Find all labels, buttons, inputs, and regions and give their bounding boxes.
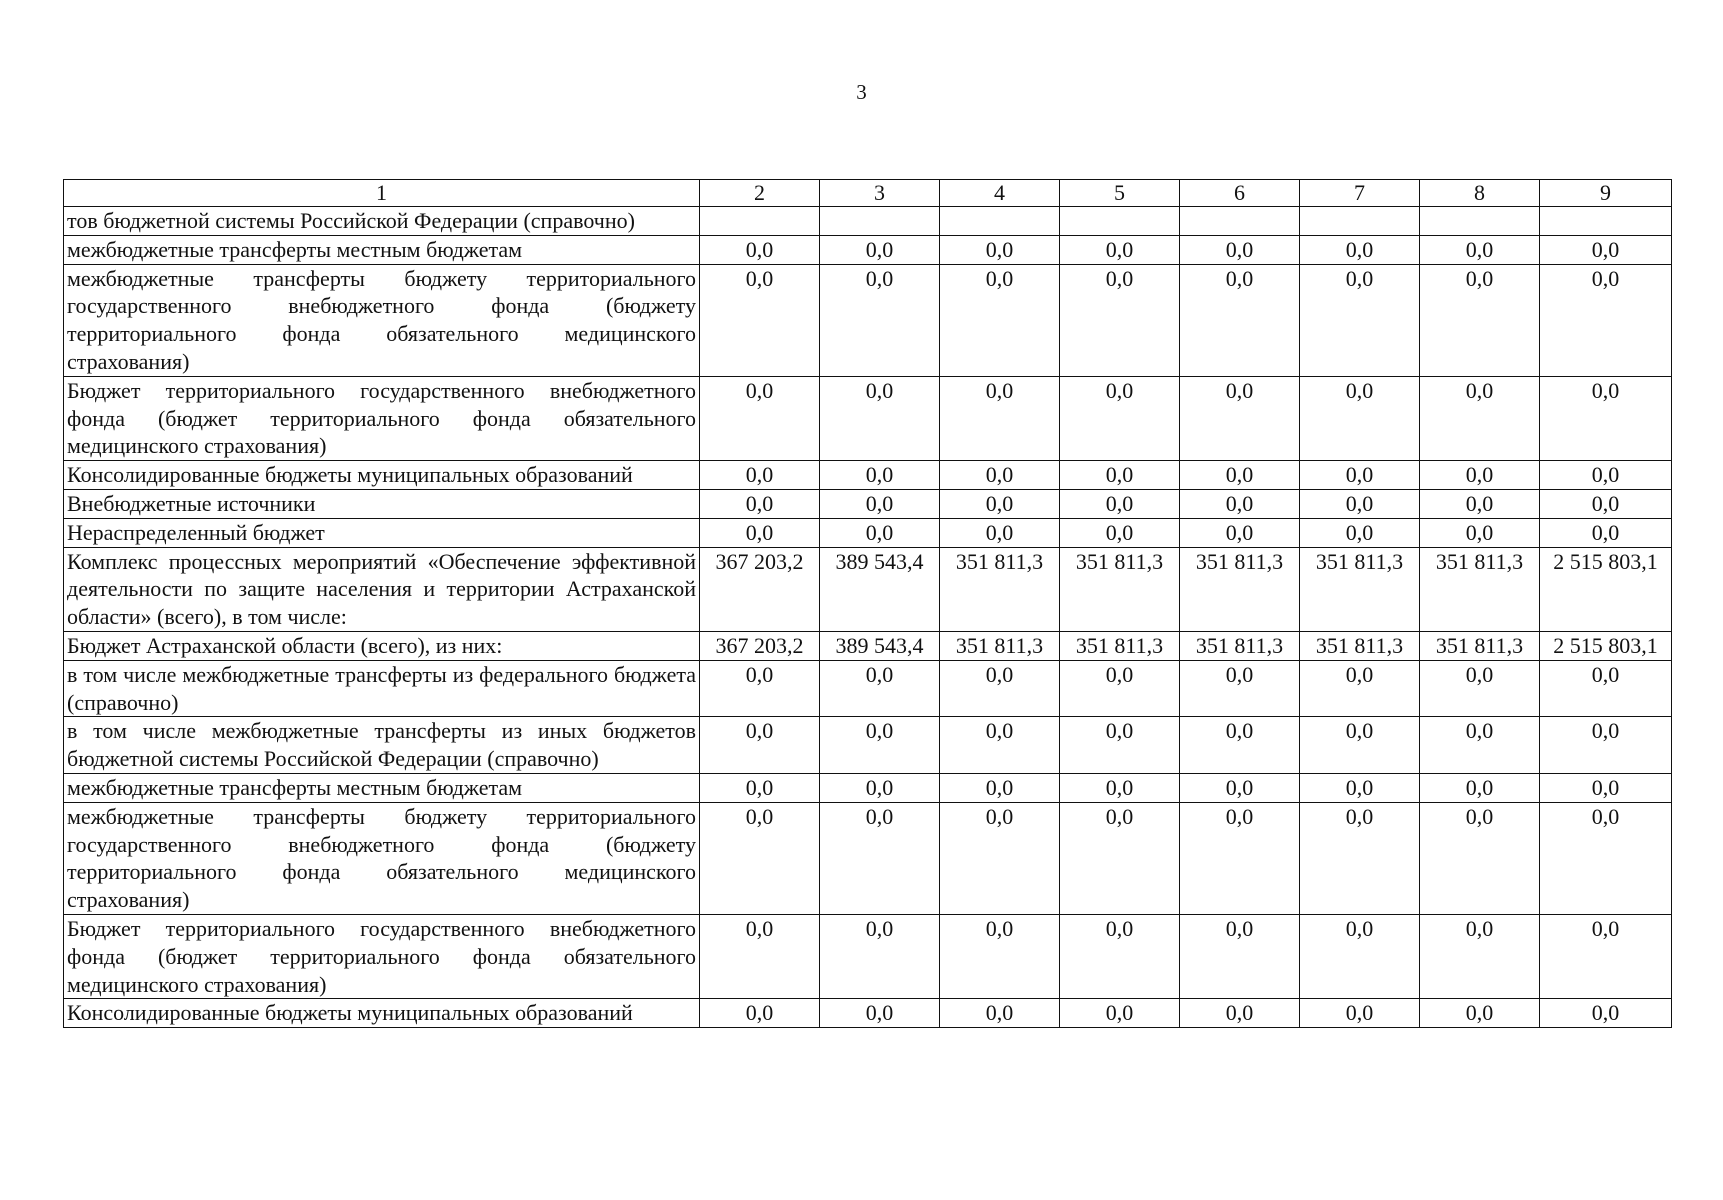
row-value-col-7: 0,0: [1300, 773, 1420, 802]
row-label: в том числе межбюджетные трансферты из федерального бюджета (справочно): [64, 660, 700, 717]
table-row: [64, 999, 1672, 1028]
row-label: межбюджетные трансферты местным бюджетам: [64, 773, 700, 802]
row-label: Комплекс процессных мероприятий «Обеспечение эффективной деятельности по защите населения и территории Астраханской области» (всего), в том числе:: [64, 547, 700, 631]
row-label: Бюджет территориального государственного внебюджетного фонда (бюджет территориального фонда обязательного медицинского страхования): [64, 376, 700, 460]
row-value-col-3: 0,0: [820, 914, 940, 998]
row-value-col-5: 0,0: [1060, 376, 1180, 460]
row-label: Консолидированные бюджеты муниципальных образований: [64, 999, 700, 1028]
budget-table: [63, 179, 1672, 1028]
row-label: Консолидированные бюджеты муниципальных образований: [64, 461, 700, 490]
row-label: тов бюджетной системы Российской Федерации (справочно): [64, 207, 700, 236]
header-row: [64, 180, 1672, 207]
row-value-col-2: 0,0: [700, 773, 820, 802]
header-col-5: 5: [1060, 180, 1180, 207]
row-value-col-9: 0,0: [1540, 461, 1672, 490]
table-row: [64, 802, 1672, 914]
row-value-col-6: 0,0: [1180, 376, 1300, 460]
row-value-col-2: 0,0: [700, 717, 820, 774]
row-value-col-3: [820, 207, 940, 236]
row-value-col-5: 0,0: [1060, 914, 1180, 998]
row-value-col-7: 0,0: [1300, 376, 1420, 460]
row-value-col-7: [1300, 207, 1420, 236]
row-value-col-9: 0,0: [1540, 802, 1672, 914]
row-value-col-6: 0,0: [1180, 914, 1300, 998]
row-value-col-2: 0,0: [700, 660, 820, 717]
table-header: [64, 180, 1672, 207]
row-value-col-4: 0,0: [940, 914, 1060, 998]
table-row: [64, 235, 1672, 264]
row-value-col-9: 0,0: [1540, 717, 1672, 774]
header-col-2: 2: [700, 180, 820, 207]
row-label: межбюджетные трансферты бюджету территориального государственного внебюджетного фонда (бюджету территориального фонда обязательного медицинского страхования): [64, 802, 700, 914]
header-col-1: 1: [64, 180, 700, 207]
table-row: [64, 207, 1672, 236]
row-value-col-6: 0,0: [1180, 264, 1300, 376]
row-value-col-9: 0,0: [1540, 235, 1672, 264]
row-value-col-8: 0,0: [1420, 802, 1540, 914]
row-value-col-3: 0,0: [820, 802, 940, 914]
row-value-col-5: 0,0: [1060, 717, 1180, 774]
row-value-col-3: 0,0: [820, 518, 940, 547]
row-value-col-5: [1060, 207, 1180, 236]
row-value-col-2: 0,0: [700, 376, 820, 460]
row-value-col-2: 367 203,2: [700, 631, 820, 660]
row-value-col-4: 0,0: [940, 999, 1060, 1028]
row-value-col-9: [1540, 207, 1672, 236]
row-value-col-6: 0,0: [1180, 773, 1300, 802]
row-value-col-9: 0,0: [1540, 518, 1672, 547]
row-value-col-4: 0,0: [940, 264, 1060, 376]
row-value-col-8: 0,0: [1420, 264, 1540, 376]
row-value-col-4: 0,0: [940, 802, 1060, 914]
row-value-col-9: 0,0: [1540, 489, 1672, 518]
row-value-col-8: 0,0: [1420, 235, 1540, 264]
row-value-col-2: 0,0: [700, 235, 820, 264]
table-body: [64, 207, 1672, 1028]
row-value-col-4: 0,0: [940, 773, 1060, 802]
header-col-8: 8: [1420, 180, 1540, 207]
row-value-col-2: 0,0: [700, 489, 820, 518]
row-value-col-6: 351 811,3: [1180, 547, 1300, 631]
table-row: [64, 376, 1672, 460]
row-value-col-8: 0,0: [1420, 489, 1540, 518]
row-value-col-3: 0,0: [820, 264, 940, 376]
row-value-col-2: 0,0: [700, 999, 820, 1028]
row-label: в том числе межбюджетные трансферты из иных бюджетов бюджетной системы Российской Федерации (справочно): [64, 717, 700, 774]
row-value-col-4: 351 811,3: [940, 547, 1060, 631]
row-value-col-5: 351 811,3: [1060, 631, 1180, 660]
table-row: [64, 914, 1672, 998]
row-label: Бюджет Астраханской области (всего), из них:: [64, 631, 700, 660]
row-value-col-4: 0,0: [940, 518, 1060, 547]
table-row: [64, 547, 1672, 631]
row-value-col-9: 0,0: [1540, 660, 1672, 717]
row-value-col-4: 0,0: [940, 489, 1060, 518]
row-value-col-3: 0,0: [820, 376, 940, 460]
row-value-col-7: 0,0: [1300, 461, 1420, 490]
row-value-col-3: 0,0: [820, 717, 940, 774]
header-col-4: 4: [940, 180, 1060, 207]
row-value-col-3: 0,0: [820, 461, 940, 490]
row-value-col-5: 351 811,3: [1060, 547, 1180, 631]
table-row: [64, 461, 1672, 490]
row-value-col-3: 0,0: [820, 999, 940, 1028]
row-value-col-9: 0,0: [1540, 773, 1672, 802]
header-col-6: 6: [1180, 180, 1300, 207]
row-value-col-8: 0,0: [1420, 717, 1540, 774]
row-value-col-5: 0,0: [1060, 518, 1180, 547]
row-value-col-6: 0,0: [1180, 717, 1300, 774]
table-row: [64, 489, 1672, 518]
row-value-col-3: 389 543,4: [820, 547, 940, 631]
row-value-col-3: 0,0: [820, 235, 940, 264]
row-value-col-9: 0,0: [1540, 914, 1672, 998]
row-value-col-7: 0,0: [1300, 999, 1420, 1028]
row-value-col-6: 0,0: [1180, 235, 1300, 264]
row-value-col-7: 0,0: [1300, 518, 1420, 547]
row-value-col-7: 0,0: [1300, 802, 1420, 914]
row-value-col-5: 0,0: [1060, 999, 1180, 1028]
page-number: 3: [856, 80, 867, 104]
row-value-col-2: 0,0: [700, 461, 820, 490]
row-value-col-6: 0,0: [1180, 489, 1300, 518]
table-row: [64, 660, 1672, 717]
row-value-col-8: 0,0: [1420, 999, 1540, 1028]
row-value-col-2: 0,0: [700, 802, 820, 914]
row-value-col-4: 0,0: [940, 376, 1060, 460]
row-label: Нераспределенный бюджет: [64, 518, 700, 547]
row-value-col-8: 351 811,3: [1420, 547, 1540, 631]
row-value-col-3: 0,0: [820, 489, 940, 518]
row-value-col-5: 0,0: [1060, 660, 1180, 717]
row-value-col-2: 0,0: [700, 264, 820, 376]
row-value-col-5: 0,0: [1060, 489, 1180, 518]
row-value-col-2: [700, 207, 820, 236]
row-value-col-9: 2 515 803,1: [1540, 547, 1672, 631]
row-value-col-8: 0,0: [1420, 376, 1540, 460]
row-value-col-8: 0,0: [1420, 461, 1540, 490]
row-value-col-6: 0,0: [1180, 518, 1300, 547]
row-value-col-6: 0,0: [1180, 999, 1300, 1028]
row-value-col-2: 367 203,2: [700, 547, 820, 631]
row-value-col-7: 0,0: [1300, 914, 1420, 998]
table-row: [64, 518, 1672, 547]
row-value-col-5: 0,0: [1060, 461, 1180, 490]
row-value-col-6: 0,0: [1180, 802, 1300, 914]
table-row: [64, 773, 1672, 802]
table-row: [64, 631, 1672, 660]
row-value-col-7: 351 811,3: [1300, 547, 1420, 631]
row-value-col-4: 0,0: [940, 461, 1060, 490]
row-value-col-3: 0,0: [820, 660, 940, 717]
header-col-7: 7: [1300, 180, 1420, 207]
row-value-col-4: 351 811,3: [940, 631, 1060, 660]
row-value-col-7: 351 811,3: [1300, 631, 1420, 660]
row-value-col-5: 0,0: [1060, 802, 1180, 914]
row-value-col-3: 0,0: [820, 773, 940, 802]
row-value-col-6: 0,0: [1180, 461, 1300, 490]
row-value-col-4: [940, 207, 1060, 236]
row-value-col-5: 0,0: [1060, 235, 1180, 264]
row-value-col-9: 0,0: [1540, 264, 1672, 376]
row-value-col-2: 0,0: [700, 518, 820, 547]
row-value-col-8: 0,0: [1420, 660, 1540, 717]
header-col-9: 9: [1540, 180, 1672, 207]
row-value-col-7: 0,0: [1300, 264, 1420, 376]
table-row: [64, 717, 1672, 774]
row-value-col-6: 351 811,3: [1180, 631, 1300, 660]
row-value-col-3: 389 543,4: [820, 631, 940, 660]
row-value-col-9: 0,0: [1540, 376, 1672, 460]
row-value-col-6: [1180, 207, 1300, 236]
row-value-col-4: 0,0: [940, 717, 1060, 774]
row-value-col-7: 0,0: [1300, 235, 1420, 264]
row-value-col-7: 0,0: [1300, 660, 1420, 717]
row-value-col-6: 0,0: [1180, 660, 1300, 717]
row-value-col-7: 0,0: [1300, 717, 1420, 774]
row-value-col-5: 0,0: [1060, 264, 1180, 376]
row-value-col-8: [1420, 207, 1540, 236]
row-value-col-8: 0,0: [1420, 518, 1540, 547]
row-label: Бюджет территориального государственного внебюджетного фонда (бюджет территориального фонда обязательного медицинского страхования): [64, 914, 700, 998]
row-value-col-8: 0,0: [1420, 773, 1540, 802]
row-value-col-9: 0,0: [1540, 999, 1672, 1028]
row-label: межбюджетные трансферты бюджету территориального государственного внебюджетного фонда (бюджету территориального фонда обязательного медицинского страхования): [64, 264, 700, 376]
table-row: [64, 264, 1672, 376]
row-label: межбюджетные трансферты местным бюджетам: [64, 235, 700, 264]
row-label: Внебюджетные источники: [64, 489, 700, 518]
row-value-col-8: 351 811,3: [1420, 631, 1540, 660]
row-value-col-7: 0,0: [1300, 489, 1420, 518]
row-value-col-9: 2 515 803,1: [1540, 631, 1672, 660]
row-value-col-8: 0,0: [1420, 914, 1540, 998]
row-value-col-4: 0,0: [940, 235, 1060, 264]
row-value-col-4: 0,0: [940, 660, 1060, 717]
row-value-col-2: 0,0: [700, 914, 820, 998]
row-value-col-5: 0,0: [1060, 773, 1180, 802]
header-col-3: 3: [820, 180, 940, 207]
